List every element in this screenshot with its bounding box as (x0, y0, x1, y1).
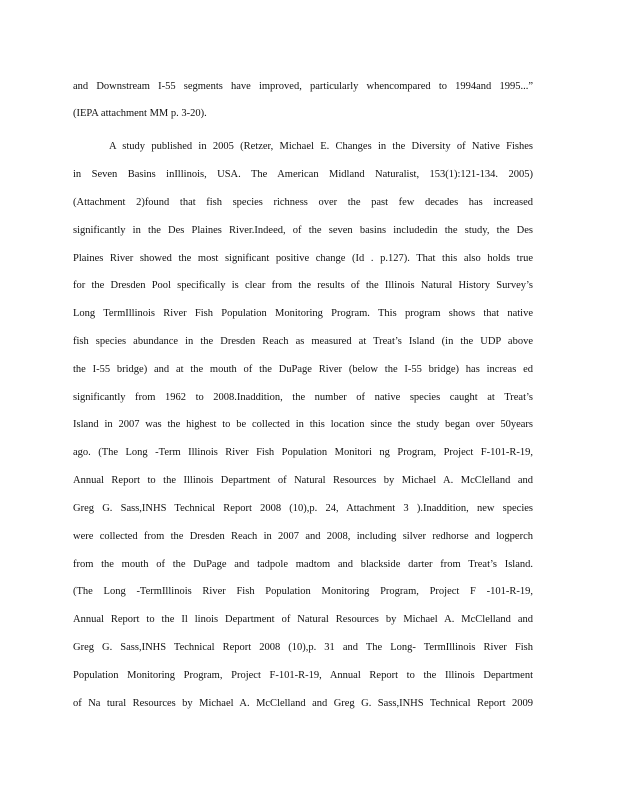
paragraph-first-line: A study published in 2005 (Retzer, Michael E. Changes in the Diversity of Native Fishes (109, 141, 533, 152)
text-line: Greg G. Sass,INHS Technical Report 2008 (10),p. 24, Attachment 3 ).Inaddition, new species (73, 503, 533, 514)
text-line: of Na tural Resources by Michael A. McClelland and Greg G. Sass,INHS Technical Report 2009 (73, 698, 533, 709)
text-line: from the mouth of the DuPage and tadpole madtom and blackside darter from Treat’s Island. (73, 559, 533, 570)
text-line: significantly in the Des Plaines River.Indeed, of the seven basins includedin the study, the Des (73, 225, 533, 236)
text-line: ago. (The Long -Term Illinois River Fish Population Monitori ng Program, Project F-101-R-19, (73, 447, 533, 458)
text-line: the I-55 bridge) and at the mouth of the DuPage River (below the I-55 bridge) has increas ed (73, 364, 533, 375)
text-line: Plaines River showed the most significant positive change (Id . p.127). That this also holds true (73, 253, 533, 264)
text-line: Annual Report to the Illinois Department of Natural Resources by Michael A. McClelland and (73, 475, 533, 486)
text-line: (The Long -TermIllinois River Fish Population Monitoring Program, Project F -101-R-19, (73, 586, 533, 597)
text-line: significantly from 1962 to 2008.Inaddition, the number of native species caught at Treat’s (73, 392, 533, 403)
text-line: fish species abundance in the Dresden Reach as measured at Treat’s Island (in the UDP above (73, 336, 533, 347)
text-line: Annual Report to the Il linois Department of Natural Resources by Michael A. McClelland and (73, 614, 533, 625)
text-line: Island in 2007 was the highest to be collected in this location since the study began over 50years (73, 419, 533, 430)
text-line: were collected from the Dresden Reach in 2007 and 2008, including silver redhorse and logperch (73, 531, 533, 542)
text-line: (IEPA attachment MM p. 3-20). (73, 108, 207, 119)
text-line: (Attachment 2)found that fish species richness over the past few decades has increased (73, 197, 533, 208)
text-line: Population Monitoring Program, Project F-101-R-19, Annual Report to the Illinois Department (73, 670, 533, 681)
text-line: in Seven Basins inIllinois, USA. The American Midland Naturalist, 153(1):121-134. 2005) (73, 169, 533, 180)
text-line: and Downstream I-55 segments have improved, particularly whencompared to 1994and 1995...” (73, 81, 533, 92)
text-line: Greg G. Sass,INHS Technical Report 2008 (10),p. 31 and The Long- TermIllinois River Fish (73, 642, 533, 653)
text-line: for the Dresden Pool specifically is clear from the results of the Illinois Natural History Survey’s (73, 280, 533, 291)
text-line: Long TermIllinois River Fish Population Monitoring Program. This program shows that native (73, 308, 533, 319)
